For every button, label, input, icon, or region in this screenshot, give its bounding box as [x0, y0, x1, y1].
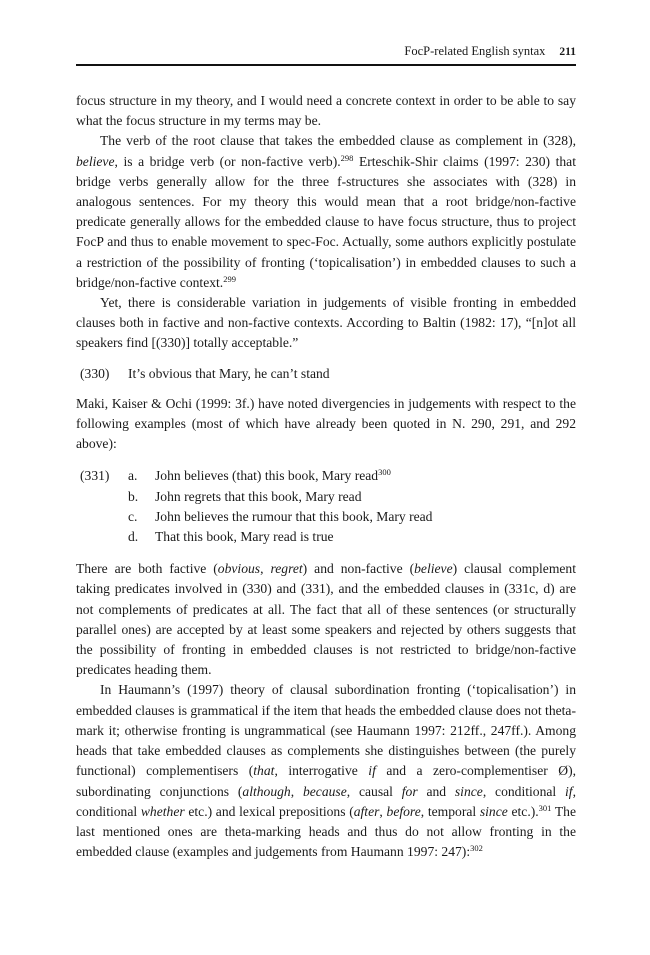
example-item: b. John regrets that this book, Mary read: [128, 488, 362, 504]
example-number: (330): [80, 365, 110, 381]
footnote-ref[interactable]: 302: [470, 843, 483, 854]
example-331: [80, 466, 576, 547]
paragraph-factive: There are both factive (obvious, regret) and non-factive (believe) clausal complement taking predicates involved in (330) and (331), and the embedded clauses in (331c, d) are not complements of predicates at all. The fact that all of these sentences (or structurally parallel ones) are accepted by at least some speakers and rejected by others suggests that the possibility of fronting in embedded clauses is not restricted to bridge/non-factive predicates heading them.: [76, 561, 576, 678]
example-text: It’s obvious that Mary, he can’t stand: [128, 365, 330, 381]
running-head: [404, 44, 576, 59]
example-330: [80, 364, 576, 384]
footnote-ref[interactable]: 300: [378, 467, 391, 478]
example-item: d. That this book, Mary read is true: [128, 529, 334, 545]
footnote-ref[interactable]: 301: [538, 802, 552, 813]
header-rule: [76, 64, 576, 66]
paragraph-maki: Maki, Kaiser & Ochi (1999: 3f.) have noted divergencies in judgements with respect to the following examples (most of which have already been quoted in N. 290, 291, and 292 above):: [76, 395, 576, 452]
paragraph-haumann: In Haumann’s (1997) theory of clausal subordination fronting (‘topicalisation’) in embedded clauses is grammatical if the item that heads the embedded clause does not theta-mark it; otherwise fronting is ungrammatical (see Haumann 1997: 212ff., 247ff.). Among heads that take embedded clauses as complements she distinguishes between (the purely functional) complementisers (that, interrogative if and a zero-complementiser Ø), subordinating conjunctions (although, because, causal for and since, conditional if, conditional whether etc.) and lexical prepositions (after, before, temporal since etc.).$^{301}$ The last mentioned ones are theta-marking heads and thus do not allow fronting in the embedded clause (examples and judgements from Haumann 1997: 247):$^{302}$: [76, 682, 577, 860]
paragraph-continuation: focus structure in my theory, and I would need a concrete context in order to be able to say what the focus structure in my terms may be.: [76, 93, 576, 129]
example-item: c. John believes the rumour that this book, Mary read: [128, 508, 433, 524]
example-item: (331) a. John believes (that) this book, Mary read$^{300}$: [80, 466, 576, 486]
paragraph-variation: Yet, there is considerable variation in judgements of visible fronting in embedded clauses both in factive and non-factive contexts. According to Baltin (1982: 17), “[n]ot all speakers find [(330)] totally acceptable.”: [76, 295, 576, 351]
footnote-ref[interactable]: 299: [223, 273, 236, 284]
paragraph-bridge-verb: The verb of the root clause that takes the embedded clause as complement in (328), believe, is a bridge verb (or non-factive verb).$^{298}$ Erteschik-Shir claims (1997: 230) that bridge verbs generally allow for the three f-structures she associates with (328) in analogous sentences. For my theory this would mean that a root bridge/non-factive predicate generally allows for the embedded clause to have focus structure, thus to project FocP and thus to enable movement to spec-Foc. Actually, some authors explicitly postulate a restriction of the possibility of fronting (‘topicalisation’) in embedded clauses to such a bridge/non-factive context.$^{299}$: [76, 133, 576, 290]
running-title: FocP-related English syntax: [404, 44, 546, 58]
body-text: [76, 91, 576, 862]
example-number: (331): [80, 468, 110, 484]
page-number: 211: [559, 46, 576, 58]
footnote-ref[interactable]: 298: [340, 152, 354, 163]
